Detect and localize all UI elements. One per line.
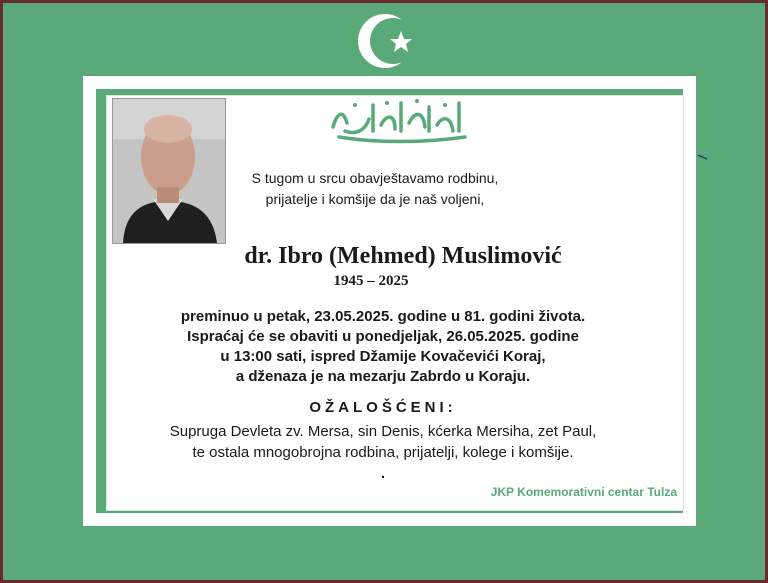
mourners-list — [133, 421, 633, 463]
intro-line: prijatelje i komšije da je naš voljeni, — [265, 191, 485, 207]
details-line: a dženaza je na mezarju Zabrdo u Koraju. — [235, 368, 531, 385]
mourners-line: te ostala mnogobrojna rodbina, prijatelji, kolege i komšije. — [192, 444, 574, 461]
deceased-name: dr. Ibro (Mehmed) Muslimović — [244, 243, 562, 269]
details-line: preminuo u petak, 23.05.2025. godine u 81. godini života. — [180, 308, 586, 325]
footer-credit: JKP Komemorativni centar Tulza — [490, 485, 677, 499]
stray-mark — [697, 153, 709, 161]
details-line: Ispraćaj će se obaviti u ponedjeljak, 26.05.2025. godine — [187, 328, 579, 345]
details-line: u 13:00 sati, ispred Džamije Kovačevići Koraj, — [220, 348, 546, 365]
intro-text — [241, 168, 509, 210]
funeral-details — [133, 307, 633, 387]
calligraphy-icon — [325, 93, 473, 145]
crescent-star-icon — [355, 11, 415, 71]
mourners-line: Supruga Devleta zv. Mersa, sin Denis, kćerka Mersiha, zet Paul, — [169, 423, 597, 440]
mourners-heading: OŽALOŠĆENI: — [309, 399, 457, 416]
intro-line: S tugom u srcu obavještavamo rodbinu, — [251, 170, 499, 186]
trailing-dot: . — [380, 465, 386, 482]
portrait-photo — [112, 98, 226, 244]
life-years: 1945 – 2025 — [333, 273, 409, 289]
